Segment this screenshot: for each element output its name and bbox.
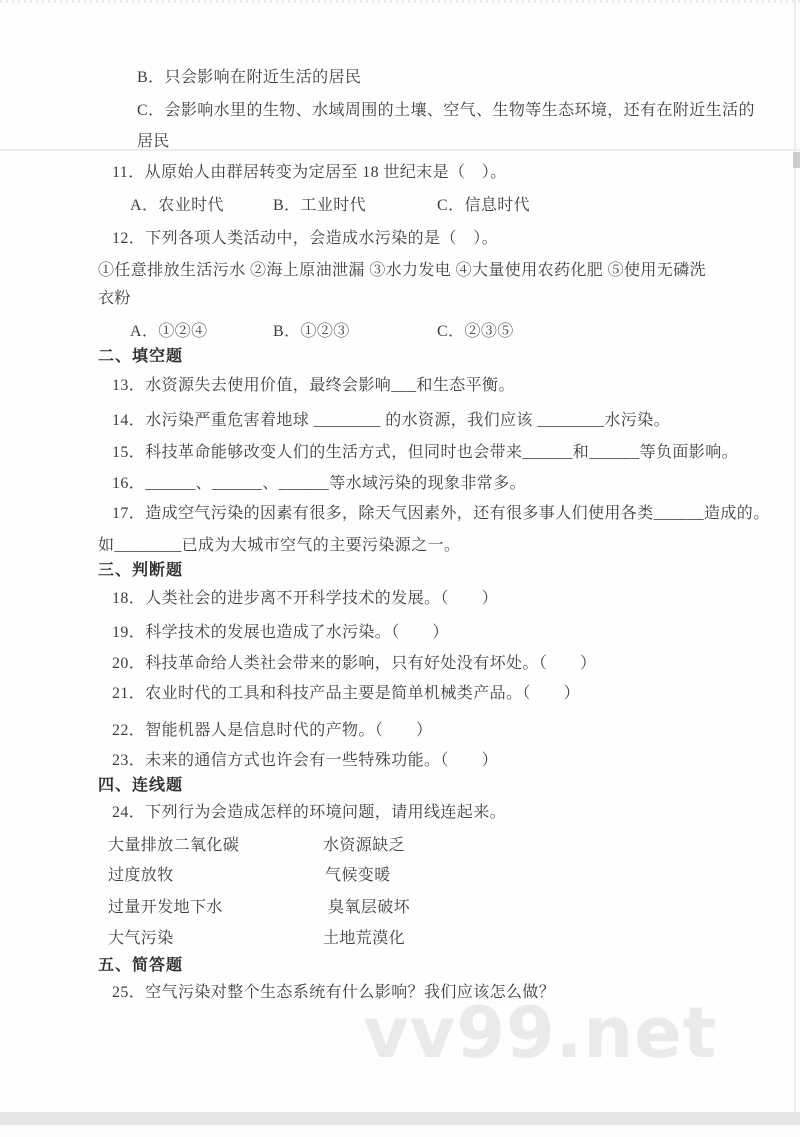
match-left-4: 大气污染 (108, 930, 174, 947)
question-17: 17．造成空气污染的因素有很多，除天气因素外，还有很多事人们使用各类______造成的。 (112, 505, 770, 522)
q12-option-b: B．①②③ (273, 323, 350, 340)
question-21: 21．农业时代的工具和科技产品主要是简单机械类产品。（ ） (112, 685, 581, 702)
question-18: 18．人类社会的进步离不开科学技术的发展。（ ） (112, 590, 499, 607)
question-11-stem: 11．从原始人由群居转变为定居至 18 世纪末是（ ）。 (112, 164, 507, 181)
question-17-continuation: 如________已成为大城市空气的主要污染源之一。 (98, 537, 461, 554)
watermark: vv99.net (363, 992, 718, 1074)
section-title-short-answer: 五、简答题 (98, 957, 184, 974)
q12-option-c: C．②③⑤ (437, 323, 514, 340)
question-23: 23．未来的通信方式也许会有一些特殊功能。（ ） (112, 752, 499, 769)
section-title-judge: 三、判断题 (98, 562, 184, 579)
match-right-4: 土地荒漠化 (323, 930, 406, 947)
scan-artifact-horizontal-line (0, 149, 800, 151)
q10-option-c: C．会影响水里的生物、水域周围的土壤、空气、生物等生态环境，还有在附近生活的 (137, 102, 755, 119)
q11-option-a: A．农业时代 (130, 197, 224, 214)
question-25: 25．空气污染对整个生态系统有什么影响？我们应该怎么做？ (112, 984, 556, 1001)
question-12-stem: 12．下列各项人类活动中，会造成水污染的是（ ）。 (112, 230, 499, 247)
question-16: 16．______、______、______等水域污染的现象非常多。 (112, 475, 527, 492)
question-13: 13．水资源失去使用价值，最终会影响___和生态平衡。 (112, 377, 515, 394)
question-20: 20．科技革命给人类社会带来的影响，只有好处没有坏处。（ ） (112, 655, 597, 672)
question-14: 14．水污染严重危害着地球 ________ 的水资源，我们应该 ________水污染。 (112, 412, 671, 429)
q10-option-c-wrap: 居民 (137, 133, 170, 150)
question-24-stem: 24．下列行为会造成怎样的环境问题，请用线连起来。 (112, 804, 507, 821)
q11-option-c: C．信息时代 (437, 197, 531, 214)
match-left-3: 过量开发地下水 (108, 899, 223, 916)
question-19: 19．科学技术的发展也造成了水污染。（ ） (112, 624, 449, 641)
question-15: 15．科技革命能够改变人们的生活方式，但同时也会带来______和______等负面影响。 (112, 444, 739, 461)
page-gap-band (0, 1112, 800, 1125)
scan-artifact-right-mark (793, 152, 800, 168)
match-right-1: 水资源缺乏 (323, 837, 406, 854)
question-12-choices-line1: ①任意排放生活污水 ②海上原油泄漏 ③水力发电 ④大量使用农药化肥 ⑤使用无磷洗 (98, 262, 707, 279)
next-page-edge (0, 1125, 800, 1137)
q12-option-a: A．①②④ (130, 323, 208, 340)
scan-artifact-top-noise (0, 0, 800, 3)
match-right-3: 臭氧层破坏 (328, 899, 411, 916)
q10-option-b: B．只会影响在附近生活的居民 (137, 69, 362, 86)
match-left-1: 大量排放二氧化碳 (108, 837, 240, 854)
match-right-2: 气候变暖 (325, 867, 391, 884)
question-12-choices-line2: 衣粉 (98, 290, 131, 307)
q11-option-b: B．工业时代 (273, 197, 367, 214)
question-22: 22．智能机器人是信息时代的产物。（ ） (112, 722, 433, 739)
section-title-match: 四、连线题 (98, 777, 184, 794)
match-left-2: 过度放牧 (108, 867, 174, 884)
section-title-fill-blank: 二、填空题 (98, 348, 184, 365)
